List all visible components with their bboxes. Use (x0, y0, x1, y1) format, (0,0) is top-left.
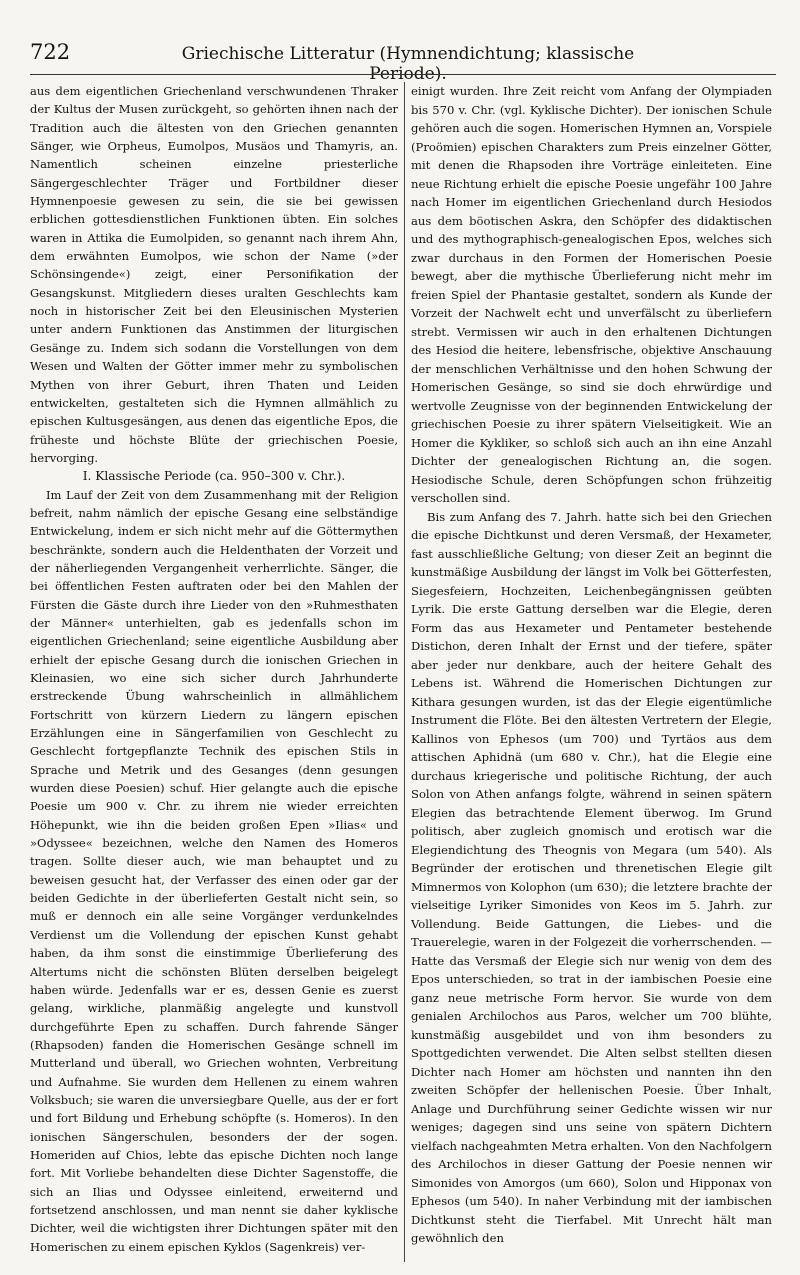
header-rule (30, 74, 776, 75)
paragraph: aus dem eigentlichen Griechenland verschwundenen Thraker der Kultus der Musen zurückgeht, so gehörten ihnen nach der Tradition auch die ältesten von den Griechen genannten Sänger, wie Orpheus, Eumolpos, Musäos und Thamyris, an. Namentlich scheinen einzelne priesterliche Sängergeschlechter Träger und Fortbildner dieser Hymnenpoesie gewesen zu sein, die sie bei gewissen erblichen gottesdienstlichen Funktionen übten. Ein solches waren in Attika die Eumolpiden, so genannt nach ihrem Ahn, dem erwähnten Eumolpos, wie schon der Name (»der Schönsingende«) zeigt, einer Personifikation der Gesangskunst. Mitgliedern dieses uralten Geschlechts kam noch in historischer Zeit bei den Eleusinischen Mysterien unter andern Funktionen das Anstimmen der liturgischen Gesänge zu. Indem sich sodann die Vorstellungen von dem Wesen und Walten der Götter immer mehr zu symbolischen Mythen von ihrer Geburt, ihren Thaten und Leiden entwickelten, gestalteten sich die Hymnen allmählich zu epischen Kultusgesängen, aus denen das eigentliche Epos, die früheste und höchste Blüte der griechischen Poesie, hervorging. (30, 84, 398, 465)
paragraph: Im Lauf der Zeit von dem Zusammenhang mit der Religion befreit, nahm nämlich der epische Gesang eine selbständige Entwickelung, indem er sich nicht mehr auf die Göttermythen beschränkte, sondern auch die Heldenthaten der Vorzeit und der näherliegenden Vergangenheit verherrlichte. Sänger, die bei öffentlichen Festen auftraten oder bei den Mahlen der Fürsten die Gäste durch ihre Lieder von den »Ruhmesthaten der Männer« unterhielten, gab es jedenfalls schon im eigentlichen Griechenland; seine eigentliche Ausbildung aber erhielt der epische Gesang durch die ionischen Griechen in Kleinasien, wo eine sich sicher durch Jahrhunderte erstreckende Übung wahrscheinlich in allmählichem Fortschritt von kürzern Liedern zu längern epischen Erzählungen eine in Sängerfamilien von Geschlecht zu Geschlecht fortgepflanzte Technik des epischen Stils in Sprache und Metrik und des Gesanges (denn gesungen wurden diese Poesien) schuf. Hier gelangte auch die epische Poesie um 900 v. Chr. zu ihrem nie wieder erreichten Höhepunkt, wie ihn die beiden großen Epen »Ilias« und »Odyssee« bezeichnen, welche den Namen des Homeros tragen. Sollte dieser auch, wie man behauptet und zu beweisen gesucht hat, der Verfasser des einen oder gar der beiden Gedichte in der überlieferten Gestalt nicht sein, so muß er dennoch ein alle seine Vorgänger verdunkelndes Verdienst um die Vollendung der epischen Kunst gehabt haben, da ihm sonst die einstimmige Überlieferung des Altertums nicht die schönsten Blüten derselben beigelegt haben würde. Jedenfalls war er es, dessen Genie es zuerst gelang, wirkliche, planmäßig angelegte und kunstvoll durchgeführte Epen zu schaffen. Durch fahrende Sänger (Rhapsoden) fanden die Homerischen Gesänge schnell im Mutterland und überall, wo Griechen wohnten, Verbreitung und Aufnahme. Sie wurden dem Hellenen zu einem wahren Volksbuch; sie waren die unversiegbare Quelle, aus der er fort und fort Bildung und Erhebung schöpfte (s. Homeros). In den ionischen Sängerschulen, besonders der der sogen. Homeriden auf Chios, lebte das epische Dichten noch lange fort. Mit Vorliebe behandelten diese Dichter Sagenstoffe, die sich an Ilias und Odyssee einleitend, erweiternd und fortsetzend anschlossen, und man nennt sie daher kyklische Dichter, weil die wichtigsten ihrer Dichtungen später mit den Homerischen zu einem epischen Kyklos (Sagenkreis) ver- (30, 487, 398, 1254)
paragraph: einigt wurden. Ihre Zeit reicht vom Anfang der Olympiaden bis 570 v. Chr. (vgl. Kyklische Dichter). Der ionischen Schule gehören auch die sogen. Homerischen Hymnen an, Vorspiele (Proömien) epischen Charakters zum Preis einzelner Götter, mit denen die Rhapsoden ihre Vorträge einleiteten. Eine neue Richtung erhielt die epische Poesie ungefähr 100 Jahre nach Homer im eigentlichen Griechenland durch Hesiodos aus dem böotischen Askra, den Schöpfer des didaktischen und des mythographisch-genealogischen Epos, welches sich zwar durchaus in den Formen der Homerischen Poesie bewegt, aber die mythische Überlieferung nicht mehr im freien Spiel der Phantasie gestaltet, sondern als Kunde der Vorzeit der Nachwelt echt und unverfälscht zu überliefern strebt. Vermissen wir auch in den erhaltenen Dichtungen des Hesiod die heitere, lebensfrische, objektive Anschauung der menschlichen Verhältnisse und den hohen Schwung der Homerischen Gesänge, so sind sie doch ehrwürdige und wertvolle Zeugnisse von der beginnenden Entwickelung der griechischen Poesie zu ihrer spätern Vielseitigkeit. Wie an Homer die Kykliker, so schloß sich auch an ihn eine Anzahl Dichter der genealogischen Richtung an, die sogen. Hesiodische Schule, deren Schöpfungen schon frühzeitig verschollen sind. (411, 84, 772, 505)
left-column (30, 82, 398, 1262)
paragraph: Bis zum Anfang des 7. Jahrh. hatte sich bei den Griechen die epische Dichtkunst und deren Versmaß, der Hexameter, fast ausschließliche Geltung; von dieser Zeit an beginnt die kunstmäßige Ausbildung der längst im Volk bei Götterfesten, Siegesfeiern, Hochzeiten, Leichenbegängnissen geübten Lyrik. Die erste Gattung derselben war die Elegie, deren Form das aus Hexameter und Pentameter bestehende Distichon, deren Inhalt der Ernst und der tiefere, später aber jeder nur denkbare, auch der heitere Gehalt des Lebens ist. Während die Homerischen Dichtungen zur Kithara gesungen wurden, ist das der Elegie eigentümliche Instrument die Flöte. Bei den ältesten Vertretern der Elegie, Kallinos von Ephesos (um 700) und Tyrtäos aus dem attischen Aphidnä (um 680 v. Chr.), hat die Elegie eine durchaus kriegerische und politische Richtung, der auch Solon von Athen anfangs folgte, während in seinen spätern Elegien das betrachtende Element überwog. Im Grund politisch, aber zugleich gnomisch und erotisch war die Elegiendichtung des Theognis von Megara (um 540). Als Begründer der erotischen und threnetischen Elegie gilt Mimnermos von Kolophon (um 630); die letztere brachte der vielseitige Lyriker Simonides von Keos im 5. Jahrh. zur Vollendung. Beide Gattungen, die Liebes- und die Trauerelegie, waren in der Folgezeit die vorherrschenden. — Hatte das Versmaß der Elegie sich nur wenig von dem des Epos unterschieden, so trat in der iambischen Poesie eine ganz neue metrische Form hervor. Sie wurde von dem genialen Archilochos aus Paros, welcher um 700 blühte, kunstmäßig ausgebildet und von ihm besonders zu Spottgedichten verwendet. Die Alten selbst stellten diesen Dichter nach Homer am höchsten und nannten ihn den zweiten Schöpfer der hellenischen Poesie. Über Inhalt, Anlage und Durchführung seiner Gedichte wissen wir nur weniges; dagegen sind uns seine von spätern Dichtern vielfach nachgeahmten Metra erhalten. Von den Nachfolgern des Archilochos in dieser Gattung der Poesie nennen wir Simonides von Amorgos (um 660), Solon und Hipponax von Ephesos (um 540). In naher Verbindung mit der iambischen Dichtkunst steht die Tierfabel. Mit Unrecht hält man gewöhnlich den (411, 509, 772, 1245)
right-column (411, 82, 772, 1262)
running-title: Griechische Litteratur (Hymnendichtung; klassische Periode). (181, 44, 635, 84)
column-divider (404, 82, 405, 1262)
section-heading: I. Klassische Periode (ca. 950–300 v. Chr.). (82, 469, 346, 484)
page-number: 722 (30, 40, 71, 64)
page-header (30, 40, 776, 84)
